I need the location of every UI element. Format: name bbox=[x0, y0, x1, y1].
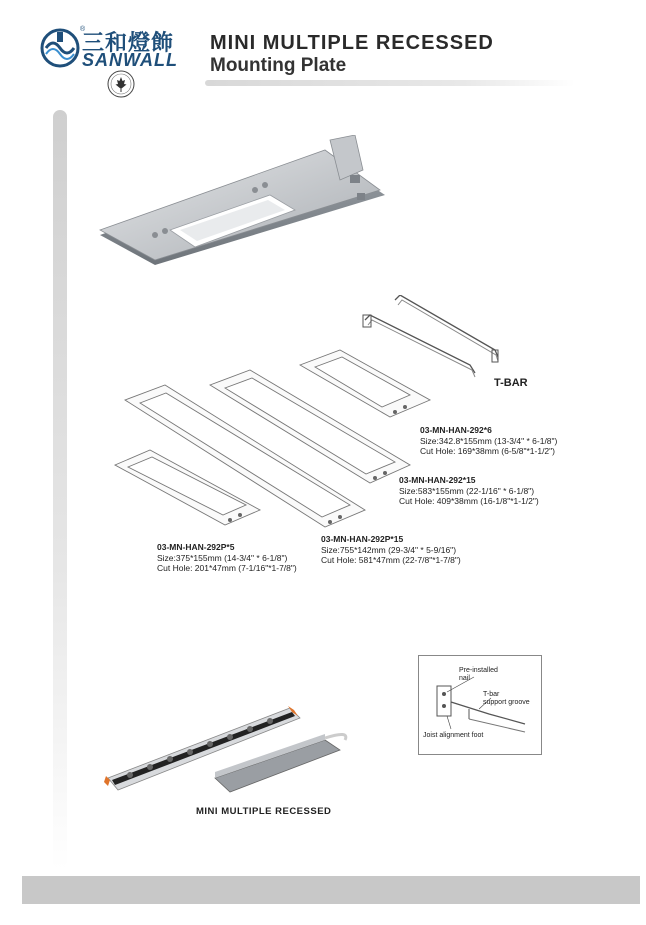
model-cut-hole: Cut Hole: 201*47mm (7-1/16"*1-7/8") bbox=[157, 563, 297, 573]
title-underline bbox=[205, 80, 575, 86]
label-nail-line1: Pre-installed bbox=[459, 667, 498, 674]
brand-english-name: SANWALL bbox=[82, 50, 178, 70]
left-decorative-bar bbox=[53, 110, 67, 870]
page-title: MINI MULTIPLE RECESSED bbox=[210, 32, 494, 54]
model-code: 03-MN-HAN-292P*15 bbox=[321, 534, 404, 544]
label-joist-foot: Joist alignment foot bbox=[423, 732, 484, 739]
model-cut-hole: Cut Hole: 581*47mm (22-7/8"*1-7/8") bbox=[321, 555, 461, 565]
label-nail-line2: nail bbox=[459, 675, 470, 682]
brand-chinese-name: 三和燈飾 bbox=[82, 31, 175, 56]
product-caption: MINI MULTIPLE RECESSED bbox=[196, 806, 332, 817]
model-spec-292px15 bbox=[321, 534, 461, 566]
model-size: Size:342.8*155mm (13-3/4" * 6-1/8") bbox=[420, 435, 558, 446]
label-groove-line2: support groove bbox=[483, 699, 530, 706]
registered-mark: ® bbox=[80, 26, 86, 33]
label-t-bar-groove bbox=[483, 691, 530, 707]
model-spec-292x15 bbox=[399, 475, 539, 507]
model-code: 03-MN-HAN-292*15 bbox=[399, 475, 476, 485]
model-code: 03-MN-HAN-292P*5 bbox=[157, 542, 235, 552]
plate-variants-drawing bbox=[110, 345, 440, 535]
mini-multiple-recessed-product-image bbox=[100, 700, 360, 800]
installation-detail-box bbox=[418, 655, 542, 755]
label-pre-installed-nail bbox=[459, 667, 498, 683]
model-spec-292x6 bbox=[420, 425, 557, 457]
page-subtitle: Mounting Plate bbox=[210, 55, 347, 76]
model-cut-hole: Cut Hole: 169*38mm (6-5/8"*1-1/2") bbox=[420, 446, 556, 456]
footer-bar bbox=[22, 876, 640, 904]
maple-leaf-seal-icon bbox=[107, 70, 135, 98]
sanwall-logo-icon bbox=[40, 28, 80, 68]
label-groove-line1: T-bar bbox=[483, 691, 500, 698]
model-spec-292px5 bbox=[157, 542, 297, 574]
model-size: Size:583*155mm (22-1/16" * 6-1/8") bbox=[399, 485, 535, 496]
model-code: 03-MN-HAN-292*6 bbox=[420, 425, 492, 435]
model-size: Size:375*155mm (14-3/4" * 6-1/8") bbox=[157, 552, 288, 563]
t-bar-label: T-BAR bbox=[494, 377, 528, 389]
model-size: Size:755*142mm (29-3/4" * 5-9/16") bbox=[321, 544, 457, 555]
model-cut-hole: Cut Hole: 409*38mm (16-1/8"*1-1/2") bbox=[399, 496, 539, 506]
mounting-plate-illustration bbox=[95, 135, 385, 270]
